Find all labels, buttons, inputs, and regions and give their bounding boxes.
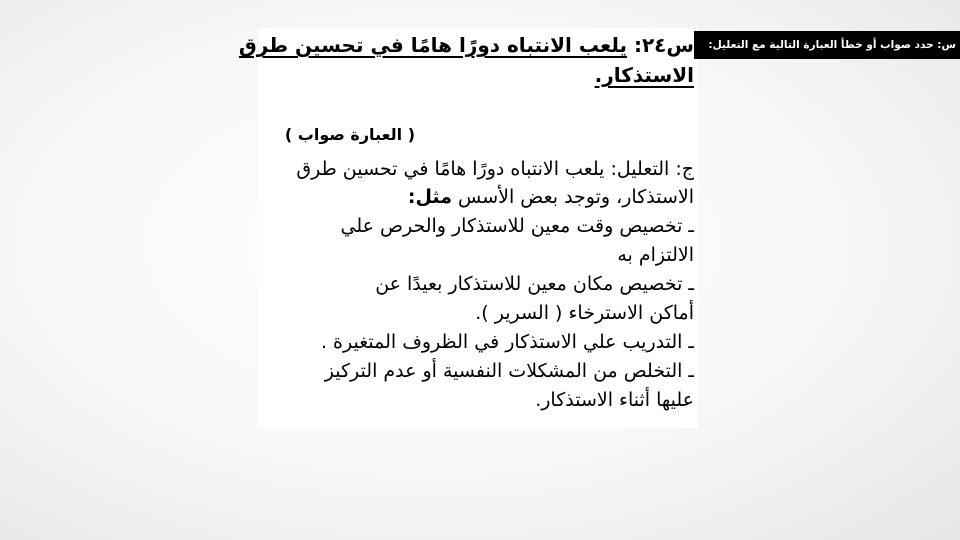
bullet-4-line-2: عليها أثناء الاستذكار.	[535, 389, 694, 411]
question-text-1: يلعب الانتباه دورًا هامًا في تحسين طرق	[238, 33, 627, 57]
instruction-banner: س: حدد صواب أو خطأ العبارة التالية مع التعليل:	[694, 31, 960, 59]
bullet-4-line-1: ـ التخلص من المشكلات النفسية أو عدم التركيز	[324, 360, 694, 382]
question-line-1	[239, 33, 694, 57]
answer-lead: ج: التعليل:	[610, 158, 694, 180]
verdict-label: ( العبارة صواب )	[284, 125, 415, 144]
answer-text-1: يلعب الانتباه دورًا هامًا في تحسين طرق	[296, 158, 605, 180]
answer-line-2	[408, 186, 694, 208]
bullet-3-line-1: ـ التدريب علي الاستذكار في الظروف المتغيرة .	[320, 331, 694, 353]
answer-example-label: مثل:	[407, 186, 452, 208]
bullet-2-line-1: ـ تخصيص مكان معين للاستذكار بعيدًا عن	[375, 273, 694, 295]
question-number: س٢٤:	[633, 33, 694, 57]
question-text-2: الاستذكار.	[594, 63, 694, 87]
answer-text-2: الاستذكار، وتوجد بعض الأسس	[458, 186, 694, 208]
bullet-1-line-1: ـ تخصيص وقت معين للاستذكار والحرص علي	[340, 215, 694, 237]
bullet-2-line-2: أماكن الاسترخاء ( السرير ).	[475, 302, 694, 324]
bullet-1-line-2: الالتزام به	[617, 244, 694, 266]
answer-line-1	[296, 158, 694, 180]
question-line-2	[595, 63, 694, 87]
